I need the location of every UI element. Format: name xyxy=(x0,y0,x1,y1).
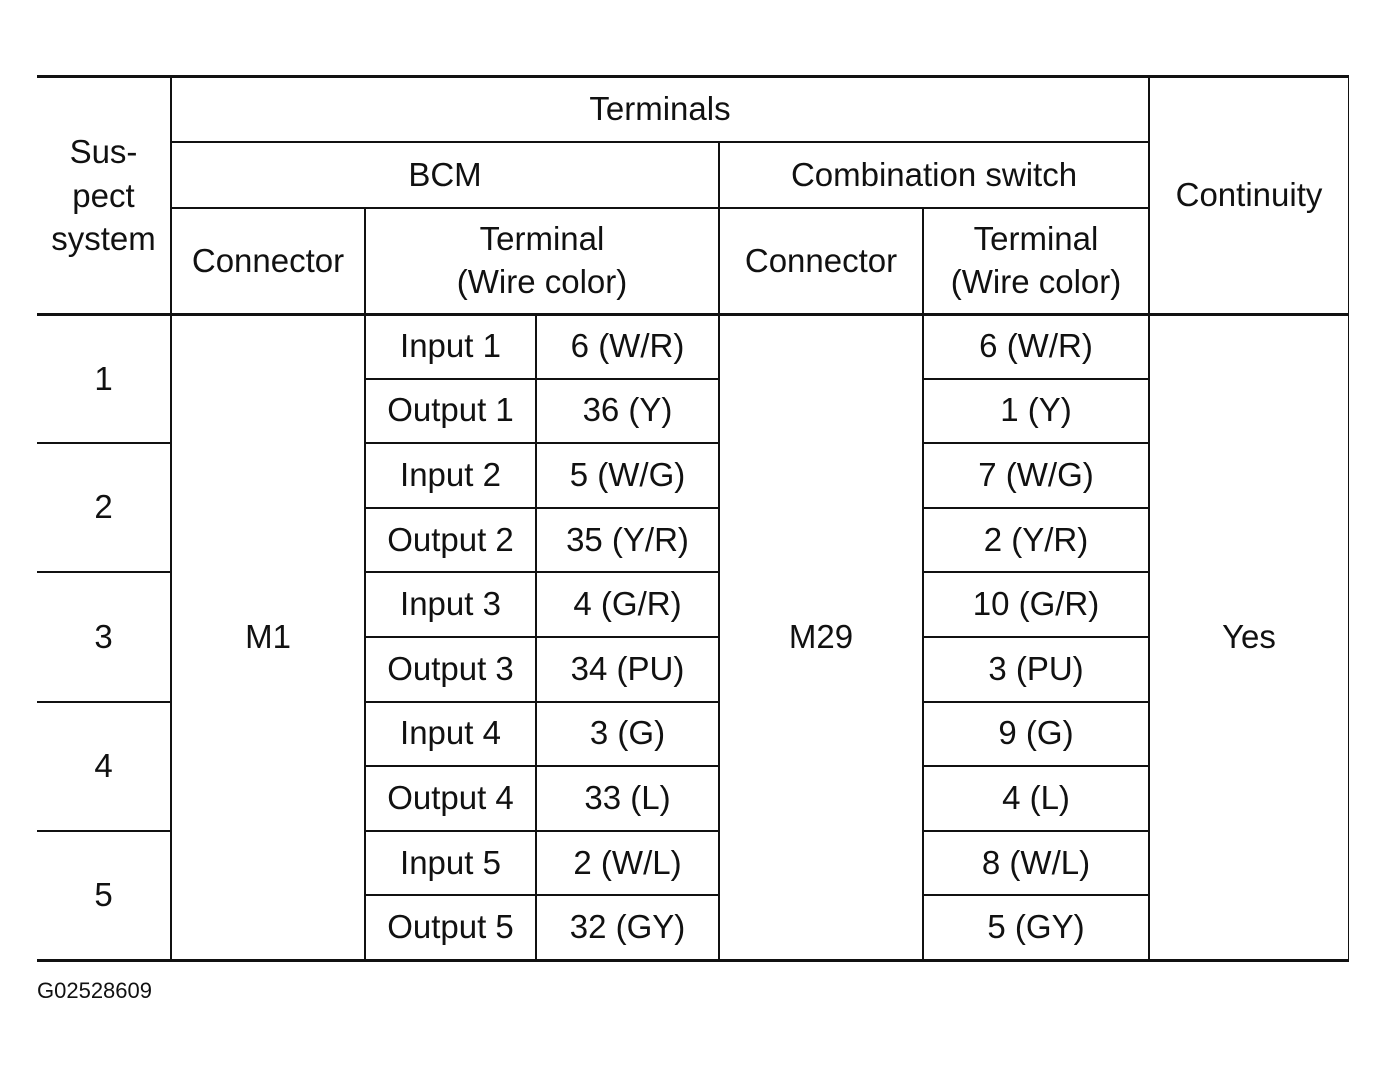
bcm-terminal-cell: 36 (Y) xyxy=(535,378,718,443)
cs-terminal-cell: 9 (G) xyxy=(922,701,1148,766)
suspect-system-cell: 2 xyxy=(37,442,170,571)
terminal-table xyxy=(37,75,1349,962)
header-bcm-terminal: Terminal (Wire color) xyxy=(364,207,718,313)
row-label-cell: Input 3 xyxy=(364,571,535,636)
cs-terminal-cell: 8 (W/L) xyxy=(922,830,1148,895)
row-label-cell: Output 1 xyxy=(364,378,535,443)
suspect-system-cell: 5 xyxy=(37,830,170,959)
cs-terminal-cell: 3 (PU) xyxy=(922,636,1148,701)
header-continuity: Continuity xyxy=(1148,78,1348,313)
cs-terminal-cell: 4 (L) xyxy=(922,765,1148,830)
bcm-terminal-cell: 33 (L) xyxy=(535,765,718,830)
bcm-terminal-cell: 34 (PU) xyxy=(535,636,718,701)
header-bcm: BCM xyxy=(170,141,718,207)
cs-terminal-cell: 1 (Y) xyxy=(922,378,1148,443)
suspect-system-cell: 4 xyxy=(37,701,170,830)
bcm-terminal-cell: 32 (GY) xyxy=(535,894,718,959)
cs-connector-cell: M29 xyxy=(718,313,922,959)
suspect-system-cell: 1 xyxy=(37,313,170,442)
suspect-system-cell: 3 xyxy=(37,571,170,700)
bcm-terminal-cell: 2 (W/L) xyxy=(535,830,718,895)
row-label-cell: Output 3 xyxy=(364,636,535,701)
figure-id: G02528609 xyxy=(37,978,152,1003)
header-cs-terminal: Terminal (Wire color) xyxy=(922,207,1148,313)
row-label-cell: Input 5 xyxy=(364,830,535,895)
bcm-terminal-cell: 6 (W/R) xyxy=(535,313,718,378)
row-label-cell: Input 1 xyxy=(364,313,535,378)
row-label-cell: Output 2 xyxy=(364,507,535,572)
bcm-terminal-cell: 3 (G) xyxy=(535,701,718,766)
bcm-terminal-cell: 5 (W/G) xyxy=(535,442,718,507)
row-label-cell: Input 2 xyxy=(364,442,535,507)
bcm-connector-cell: M1 xyxy=(170,313,364,959)
row-label-cell: Output 4 xyxy=(364,765,535,830)
row-label-cell: Output 5 xyxy=(364,894,535,959)
bcm-terminal-cell: 35 (Y/R) xyxy=(535,507,718,572)
cs-terminal-cell: 6 (W/R) xyxy=(922,313,1148,378)
cs-terminal-cell: 5 (GY) xyxy=(922,894,1148,959)
header-suspect-system: Sus- pect system xyxy=(51,132,156,258)
continuity-cell: Yes xyxy=(1148,313,1348,959)
header-bcm-connector: Connector xyxy=(170,207,364,313)
cs-terminal-cell: 2 (Y/R) xyxy=(922,507,1148,572)
bcm-terminal-cell: 4 (G/R) xyxy=(535,571,718,636)
cs-terminal-cell: 10 (G/R) xyxy=(922,571,1148,636)
header-combination-switch: Combination switch xyxy=(718,141,1148,207)
row-label-cell: Input 4 xyxy=(364,701,535,766)
cs-terminal-cell: 7 (W/G) xyxy=(922,442,1148,507)
header-terminals: Terminals xyxy=(170,78,1148,141)
header-cs-connector: Connector xyxy=(718,207,922,313)
